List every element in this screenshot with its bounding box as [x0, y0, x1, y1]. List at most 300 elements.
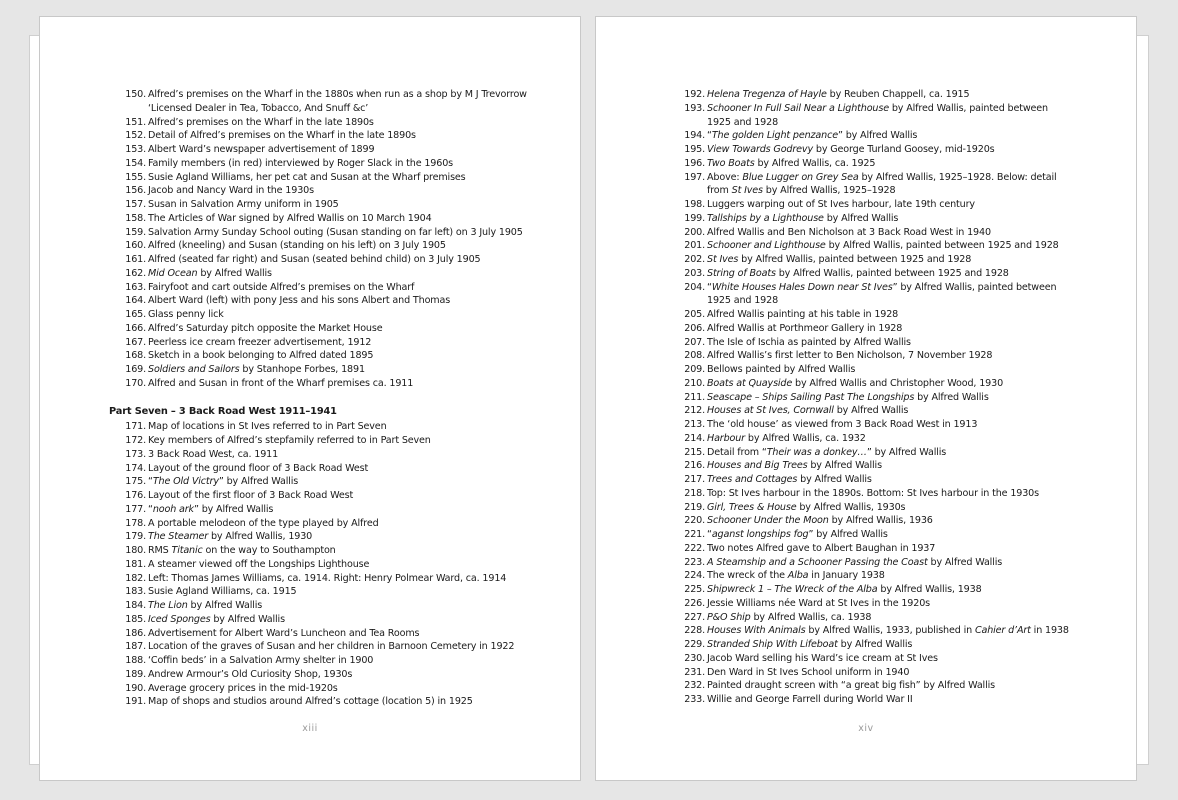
figure-number: 176. [125, 490, 146, 501]
caption-text: Andrew Armour’s Old Curiosity Shop, 1930s [148, 668, 353, 680]
figure-caption [148, 184, 569, 198]
caption-text: Fairyfoot and cart outside Alfred’s premises on the Wharf [148, 281, 415, 293]
figure-number: 172. [125, 435, 146, 446]
caption-text: Alfred Wallis at Porthmeor Gallery in 1928 [707, 322, 903, 334]
caption-text: The Isle of Ischia as painted by Alfred Wallis [707, 336, 911, 348]
figure-entry [668, 679, 1068, 693]
figure-caption [148, 239, 569, 253]
caption-title-italic: Houses at St Ives, Cornwall [707, 405, 834, 417]
figure-number: 158. [125, 212, 146, 224]
figure-number: 212. [684, 405, 705, 417]
caption-text: Salvation Army Sunday School outing (Susan standing on far left) on 3 July 1905 [148, 226, 523, 238]
figure-caption [148, 434, 569, 448]
caption-text: Layout of the ground floor of 3 Back Road West [148, 462, 369, 474]
caption-text: Advertisement for Albert Ward’s Luncheon and Tea Rooms [148, 627, 420, 639]
figure-caption [148, 448, 569, 462]
figure-entry [109, 157, 569, 171]
figure-caption [707, 679, 1068, 693]
caption-title-italic: Soldiers and Sailors [148, 364, 240, 375]
figure-caption [707, 652, 1068, 666]
caption-text: Den Ward in St Ives School uniform in 1940 [707, 666, 910, 678]
figure-entry [668, 157, 1068, 171]
caption-text: on the way to Southampton [202, 545, 336, 556]
figure-entry [668, 308, 1068, 322]
figure-caption [707, 363, 1068, 377]
caption-text: by Alfred Wallis [187, 600, 263, 611]
figure-entry [109, 517, 569, 531]
figure-number: 205. [684, 309, 705, 320]
figure-number: 160. [125, 240, 146, 252]
figure-entry [668, 459, 1068, 473]
figure-entry [668, 226, 1068, 240]
figure-number: 220. [684, 515, 705, 527]
figure-caption [707, 487, 1068, 501]
figure-caption [707, 129, 1068, 143]
figure-number: 218. [684, 487, 705, 499]
caption-title-italic: The Lion [148, 600, 188, 611]
caption-text: Jessie Williams née Ward at St Ives in the 1920s [707, 597, 931, 609]
page-content [109, 88, 569, 709]
figure-list [668, 88, 1068, 707]
figure-number: 189. [125, 668, 146, 680]
caption-title-italic: White Houses Hales Down near St Ives [711, 281, 893, 293]
figure-number: 196. [684, 157, 705, 169]
figure-caption [707, 239, 1068, 253]
figure-entry [668, 501, 1068, 515]
figure-number: 213. [684, 419, 705, 430]
figure-caption [707, 446, 1068, 460]
figure-number: 216. [684, 460, 705, 472]
figure-caption [148, 377, 569, 391]
figure-entry [109, 253, 569, 267]
figure-number: 191. [125, 696, 146, 708]
caption-title-italic: St Ives [731, 185, 763, 197]
figure-entry [109, 336, 569, 350]
caption-text: by Alfred Wallis [210, 613, 285, 625]
figure-entry [109, 184, 569, 198]
figure-entry [668, 556, 1068, 570]
caption-text: by Alfred Wallis and Christopher Wood, 1930 [792, 377, 1004, 389]
figure-entry [109, 349, 569, 363]
figure-number: 219. [684, 501, 705, 513]
figure-entry [109, 143, 569, 157]
caption-text: by Alfred Wallis, 1925–1928 [762, 185, 896, 197]
caption-text: Map of locations in St Ives referred to in Part Seven [148, 421, 387, 433]
figure-number: 192. [684, 89, 705, 100]
figure-number: 214. [684, 432, 705, 444]
figure-caption [148, 682, 569, 696]
figure-entry [109, 489, 569, 503]
figure-number: 193. [684, 102, 705, 114]
caption-title-italic: Girl, Trees & House [707, 501, 797, 513]
caption-text: Alfred Wallis’s first letter to Ben Nicholson, 7 November 1928 [707, 350, 993, 362]
figure-number: 188. [125, 655, 146, 666]
caption-text: by Alfred Wallis, painted between 1925 and 1928 [707, 102, 1048, 128]
document-page-right [595, 16, 1137, 781]
figure-entry [668, 88, 1068, 102]
figure-entry [668, 253, 1068, 267]
figure-entry [668, 143, 1068, 157]
caption-text: Alfred’s Saturday pitch opposite the Market House [148, 322, 383, 334]
figure-caption [148, 253, 569, 267]
figure-entry [668, 487, 1068, 501]
caption-text: A portable melodeon of the type played by Alfred [148, 517, 379, 529]
figure-caption [148, 517, 569, 531]
figure-entry [109, 434, 569, 448]
figure-number: 166. [125, 322, 146, 334]
figure-number: 153. [125, 144, 146, 155]
figure-entry [668, 638, 1068, 652]
caption-title-italic: Harbour [707, 432, 745, 444]
figure-number: 150. [125, 89, 146, 100]
caption-text: Detail from “ [707, 446, 767, 458]
figure-number: 186. [125, 627, 146, 639]
caption-text: Alfred (seated far right) and Susan (seated behind child) on 3 July 1905 [148, 254, 481, 265]
figure-number: 183. [125, 586, 146, 598]
figure-caption [707, 281, 1068, 309]
figure-entry [668, 528, 1068, 542]
figure-caption [707, 556, 1068, 570]
caption-text: Alfred’s premises on the Wharf in the 1880s when run as a shop by M J Trevorrow ‘Licensed Dealer in Tea, Tobacco, And Snuff &c’ [148, 89, 527, 114]
caption-text: Layout of the first floor of 3 Back Road West [148, 490, 354, 501]
figure-caption [148, 212, 569, 226]
figure-caption [148, 88, 569, 116]
caption-text: Albert Ward (left) with pony Jess and his sons Albert and Thomas [148, 295, 451, 307]
caption-text: Sketch in a book belonging to Alfred dated 1895 [148, 350, 374, 362]
figure-entry [109, 212, 569, 226]
figure-entry [668, 391, 1068, 405]
caption-text: by Alfred Wallis [797, 474, 872, 485]
figure-entry [109, 171, 569, 185]
figure-number: 201. [684, 240, 705, 252]
figure-entry [109, 448, 569, 462]
caption-text: The ‘old house’ as viewed from 3 Back Road West in 1913 [707, 419, 978, 430]
caption-text: RMS [148, 545, 172, 556]
caption-text: by Alfred Wallis [914, 391, 989, 403]
figure-entry [109, 530, 569, 544]
caption-title-italic: nooh ark [152, 503, 194, 515]
caption-text: ” by Alfred Wallis [218, 476, 299, 488]
figure-entry [109, 281, 569, 295]
figure-caption [148, 544, 569, 558]
figure-caption [707, 569, 1068, 583]
figure-entry [109, 116, 569, 130]
figure-entry [109, 544, 569, 558]
figure-caption [148, 349, 569, 363]
figure-caption [707, 583, 1068, 597]
figure-caption [707, 102, 1068, 130]
figure-caption [707, 267, 1068, 281]
figure-number: 221. [684, 529, 705, 540]
figure-number: 165. [125, 309, 146, 320]
figure-caption [707, 528, 1068, 542]
caption-text: by Alfred Wallis, ca. 1932 [744, 432, 866, 444]
caption-text: Painted draught screen with “a great big fish” by Alfred Wallis [707, 680, 995, 692]
figure-entry [668, 404, 1068, 418]
figure-entry [109, 322, 569, 336]
figure-caption [707, 638, 1068, 652]
figure-entry [109, 198, 569, 212]
figure-caption [707, 432, 1068, 446]
figure-caption [707, 624, 1068, 638]
figure-caption [148, 171, 569, 185]
figure-caption [148, 420, 569, 434]
caption-title-italic: Trees and Cottages [707, 474, 798, 485]
caption-title-italic: The Old Victry [152, 476, 219, 488]
caption-text: by Alfred Wallis, 1930 [208, 531, 313, 543]
figure-number: 163. [125, 281, 146, 293]
figure-number: 203. [684, 267, 705, 279]
figure-entry [109, 572, 569, 586]
figure-list [109, 420, 569, 709]
figure-caption [148, 322, 569, 336]
figure-list [109, 88, 569, 391]
figure-caption [148, 281, 569, 295]
figure-number: 228. [684, 625, 705, 637]
figure-caption [148, 530, 569, 544]
figure-entry [109, 654, 569, 668]
caption-title-italic: Blue Lugger on Grey Sea [742, 171, 859, 183]
caption-title-italic: A Steamship and a Schooner Passing the Coast [707, 556, 928, 568]
figure-caption [707, 666, 1068, 680]
figure-entry [668, 432, 1068, 446]
caption-text: in 1938 [1030, 625, 1069, 637]
caption-title-italic: Schooner and Lighthouse [707, 240, 826, 252]
figure-number: 154. [125, 157, 146, 169]
caption-text: Two notes Alfred gave to Albert Baughan in 1937 [707, 542, 936, 554]
figure-entry [109, 420, 569, 434]
caption-text: The Articles of War signed by Alfred Wallis on 10 March 1904 [148, 212, 432, 224]
caption-text: Jacob Ward selling his Ward’s ice cream at St Ives [707, 652, 938, 664]
figure-caption [148, 116, 569, 130]
figure-caption [148, 489, 569, 503]
figure-entry [668, 239, 1068, 253]
figure-caption [148, 129, 569, 143]
figure-caption [148, 585, 569, 599]
figure-number: 207. [684, 336, 705, 348]
caption-text: by Alfred Wallis, ca. 1938 [750, 611, 872, 623]
figure-caption [707, 542, 1068, 556]
figure-entry [109, 294, 569, 308]
figure-number: 224. [684, 570, 705, 582]
figure-number: 200. [684, 226, 705, 238]
figure-number: 202. [684, 254, 705, 265]
caption-text: by Alfred Wallis, 1930s [796, 501, 906, 513]
figure-entry [109, 585, 569, 599]
caption-text: Susie Agland Williams, her pet cat and Susan at the Wharf premises [148, 171, 466, 183]
figure-number: 206. [684, 322, 705, 334]
caption-title-italic: St Ives [707, 254, 739, 265]
figure-number: 232. [684, 680, 705, 692]
figure-caption [148, 640, 569, 654]
figure-entry [668, 514, 1068, 528]
caption-title-italic: Cahier d’Art [974, 625, 1031, 637]
document-page-left [39, 16, 581, 781]
figure-caption [707, 171, 1068, 199]
figure-entry [668, 198, 1068, 212]
page-content [668, 88, 1068, 707]
caption-text: by Stanhope Forbes, 1891 [239, 364, 365, 375]
caption-text: by Alfred Wallis, painted between 1925 and 1928 [775, 267, 1009, 279]
figure-number: 182. [125, 572, 146, 584]
figure-entry [668, 611, 1068, 625]
figure-number: 162. [125, 267, 146, 279]
figure-number: 167. [125, 336, 146, 348]
caption-title-italic: Helena Tregenza of Hayle [707, 89, 827, 100]
figure-number: 173. [125, 448, 146, 460]
figure-caption [707, 336, 1068, 350]
figure-entry [668, 693, 1068, 707]
figure-number: 229. [684, 639, 705, 650]
caption-title-italic: Two Boats [707, 157, 755, 169]
figure-number: 198. [684, 199, 705, 210]
figure-entry [109, 695, 569, 709]
caption-text: Detail of Alfred’s premises on the Wharf in the late 1890s [148, 130, 416, 142]
caption-title-italic: Boats at Quayside [707, 377, 793, 389]
figure-entry [109, 226, 569, 240]
figure-number: 223. [684, 556, 705, 568]
figure-entry [109, 640, 569, 654]
caption-text: ” by Alfred Wallis [866, 446, 947, 458]
caption-text: Average grocery prices in the mid-1920s [148, 682, 338, 694]
figure-number: 177. [125, 503, 146, 515]
figure-number: 159. [125, 226, 146, 238]
caption-text: Susan in Salvation Army uniform in 1905 [148, 199, 339, 210]
caption-text: Above: [707, 171, 743, 183]
figure-caption [707, 404, 1068, 418]
figure-number: 175. [125, 476, 146, 488]
caption-text: by Alfred Wallis, painted between 1925 and 1928 [825, 240, 1059, 252]
figure-entry [668, 102, 1068, 130]
figure-caption [707, 157, 1068, 171]
figure-number: 230. [684, 652, 705, 664]
figure-number: 170. [125, 377, 146, 389]
caption-text: by Reuben Chappell, ca. 1915 [826, 89, 970, 100]
caption-text: ” by Alfred Wallis [808, 529, 888, 540]
caption-title-italic: Schooner Under the Moon [707, 515, 829, 527]
figure-entry [109, 129, 569, 143]
figure-number: 171. [125, 421, 146, 433]
figure-number: 211. [684, 391, 705, 403]
figure-entry [109, 267, 569, 281]
caption-text: Albert Ward’s newspaper advertisement of 1899 [148, 144, 375, 155]
figure-caption [707, 212, 1068, 226]
figure-caption [707, 308, 1068, 322]
figure-entry [109, 475, 569, 489]
figure-number: 168. [125, 350, 146, 362]
figure-caption [148, 613, 569, 627]
figure-number: 152. [125, 130, 146, 142]
caption-text: Peerless ice cream freezer advertisement, 1912 [148, 336, 372, 348]
caption-text: by George Turland Goosey, mid-1920s [812, 144, 995, 155]
figure-entry [668, 377, 1068, 391]
figure-caption [707, 377, 1068, 391]
caption-text: Susie Agland Williams, ca. 1915 [148, 586, 297, 598]
caption-text: by Alfred Wallis [823, 212, 899, 224]
caption-text: by Alfred Wallis, ca. 1925 [754, 157, 876, 169]
figure-entry [668, 322, 1068, 336]
figure-caption [707, 349, 1068, 363]
page-number: xiv [858, 723, 874, 734]
caption-text: Family members (in red) interviewed by Roger Slack in the 1960s [148, 157, 454, 169]
caption-text: by Alfred Wallis [927, 556, 1003, 568]
figure-caption [707, 501, 1068, 515]
caption-text: Willie and George Farrell during World War II [707, 694, 913, 705]
figure-entry [109, 377, 569, 391]
caption-title-italic: Seascape – Ships Sailing Past The Longships [707, 391, 915, 403]
caption-text: A steamer viewed off the Longships Lighthouse [148, 558, 370, 570]
figure-entry [109, 599, 569, 613]
caption-title-italic: P&O Ship [707, 611, 751, 623]
figure-entry [668, 171, 1068, 199]
figure-entry [668, 349, 1068, 363]
caption-text: “ [707, 130, 712, 142]
figure-entry [668, 652, 1068, 666]
caption-text: ‘Coffin beds’ in a Salvation Army shelter in 1900 [148, 655, 374, 666]
caption-text: Left: Thomas James Williams, ca. 1914. Right: Henry Polmear Ward, ca. 1914 [148, 572, 507, 584]
figure-entry [109, 363, 569, 377]
figure-number: 210. [684, 377, 705, 389]
figure-caption [707, 514, 1068, 528]
caption-text: ” by Alfred Wallis [837, 130, 918, 142]
figure-number: 181. [125, 558, 146, 570]
figure-number: 225. [684, 584, 705, 595]
figure-number: 227. [684, 611, 705, 623]
figure-caption [148, 572, 569, 586]
figure-caption [707, 611, 1068, 625]
figure-caption [148, 198, 569, 212]
figure-number: 156. [125, 185, 146, 197]
figure-entry [668, 212, 1068, 226]
figure-number: 157. [125, 199, 146, 210]
figure-caption [148, 558, 569, 572]
caption-title-italic: Stranded Ship With Lifeboat [707, 639, 838, 650]
caption-text: Bellows painted by Alfred Wallis [707, 364, 856, 375]
figure-entry [668, 129, 1068, 143]
figure-number: 208. [684, 350, 705, 362]
caption-text: ” by Alfred Wallis, painted between 1925 and 1928 [707, 281, 1057, 307]
figure-caption [707, 693, 1068, 707]
figure-entry [109, 239, 569, 253]
caption-text: Jacob and Nancy Ward in the 1930s [148, 185, 314, 197]
page-number: xiii [302, 723, 318, 734]
figure-entry [668, 267, 1068, 281]
figure-entry [109, 308, 569, 322]
figure-number: 180. [125, 545, 146, 556]
caption-title-italic: aganst longships fog [711, 529, 809, 540]
caption-text: by Alfred Wallis [833, 405, 909, 417]
figure-caption [148, 336, 569, 350]
caption-text: by Alfred Wallis, painted between 1925 and 1928 [738, 254, 972, 265]
figure-number: 161. [125, 254, 146, 265]
figure-number: 197. [684, 171, 705, 183]
figure-number: 233. [684, 694, 705, 705]
figure-number: 217. [684, 474, 705, 485]
figure-number: 184. [125, 600, 146, 611]
figure-caption [148, 294, 569, 308]
figure-entry [109, 613, 569, 627]
caption-text: 3 Back Road West, ca. 1911 [148, 448, 279, 460]
figure-number: 169. [125, 364, 146, 375]
figure-caption [707, 88, 1068, 102]
caption-text: Glass penny lick [148, 309, 224, 320]
figure-caption [707, 226, 1068, 240]
caption-text: in January 1938 [808, 570, 885, 582]
figure-number: 194. [684, 130, 705, 142]
figure-number: 195. [684, 144, 705, 155]
figure-entry [668, 542, 1068, 556]
caption-text: Alfred Wallis painting at his table in 1928 [707, 309, 899, 320]
